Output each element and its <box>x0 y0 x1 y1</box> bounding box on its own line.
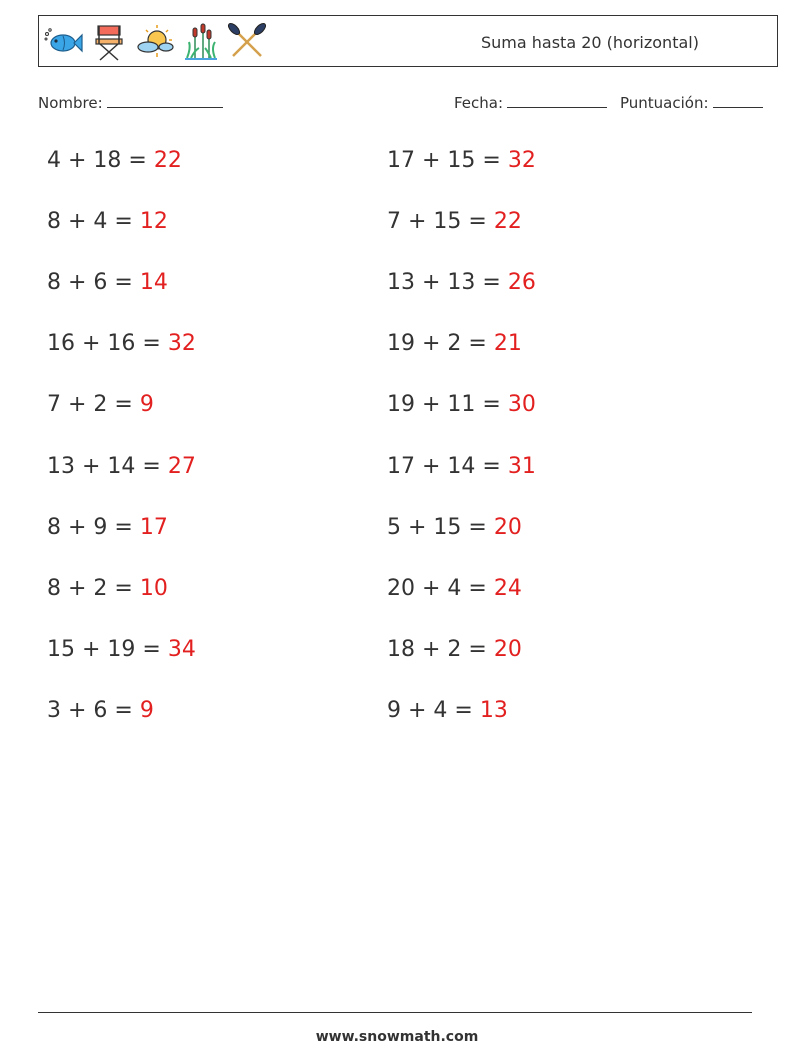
icon-strip <box>43 22 267 62</box>
problem-item <box>47 270 168 295</box>
problem-item <box>387 454 536 479</box>
problem-answer: 21 <box>493 331 522 356</box>
problem-question: 8 + 9 = <box>47 515 140 540</box>
problem-answer: 22 <box>153 148 182 173</box>
problem-item <box>47 454 196 479</box>
problem-question: 17 + 14 = <box>387 454 508 479</box>
problem-answer: 20 <box>493 637 522 662</box>
problem-answer: 27 <box>167 454 196 479</box>
problem-item <box>47 331 196 356</box>
problem-answer: 26 <box>507 270 536 295</box>
problem-answer: 24 <box>493 576 522 601</box>
problem-item <box>387 148 536 173</box>
cattail-reeds-icon <box>181 22 221 62</box>
problem-item <box>387 331 522 356</box>
problem-answer: 32 <box>507 148 536 173</box>
problem-question: 7 + 15 = <box>387 209 494 234</box>
header-box <box>38 15 778 67</box>
director-chair-icon <box>89 22 129 62</box>
problem-item <box>47 515 168 540</box>
problem-question: 8 + 4 = <box>47 209 140 234</box>
problem-item <box>387 515 522 540</box>
problem-question: 5 + 15 = <box>387 515 494 540</box>
problem-question: 16 + 16 = <box>47 331 168 356</box>
name-blank-line <box>107 93 223 108</box>
score-field <box>620 93 763 112</box>
problem-item <box>387 576 522 601</box>
problem-item <box>47 392 154 417</box>
date-field <box>454 93 607 112</box>
problem-question: 19 + 11 = <box>387 392 508 417</box>
problem-answer: 10 <box>139 576 168 601</box>
name-label: Nombre: <box>38 94 103 112</box>
worksheet-title: Suma hasta 20 (horizontal) <box>481 33 699 52</box>
score-label: Puntuación: <box>620 94 709 112</box>
problem-item <box>387 209 522 234</box>
problem-question: 3 + 6 = <box>47 698 140 723</box>
name-field <box>38 93 223 112</box>
problem-answer: 13 <box>479 698 508 723</box>
problem-answer: 22 <box>493 209 522 234</box>
problem-question: 13 + 13 = <box>387 270 508 295</box>
problem-question: 8 + 6 = <box>47 270 140 295</box>
problem-answer: 17 <box>139 515 168 540</box>
problem-item <box>47 698 154 723</box>
problem-item <box>387 637 522 662</box>
problem-item <box>47 576 168 601</box>
problem-question: 19 + 2 = <box>387 331 494 356</box>
problem-question: 4 + 18 = <box>47 148 154 173</box>
problem-answer: 31 <box>507 454 536 479</box>
problem-item <box>47 637 196 662</box>
problem-answer: 34 <box>167 637 196 662</box>
problem-answer: 30 <box>507 392 536 417</box>
problem-question: 7 + 2 = <box>47 392 140 417</box>
score-blank-line <box>713 93 763 108</box>
problem-question: 8 + 2 = <box>47 576 140 601</box>
footer-divider <box>38 1012 752 1013</box>
problem-question: 20 + 4 = <box>387 576 494 601</box>
date-blank-line <box>507 93 607 108</box>
problem-answer: 14 <box>139 270 168 295</box>
problem-question: 17 + 15 = <box>387 148 508 173</box>
sun-cloud-icon <box>135 22 175 62</box>
date-label: Fecha: <box>454 94 504 112</box>
problem-question: 9 + 4 = <box>387 698 480 723</box>
problem-answer: 20 <box>493 515 522 540</box>
problem-question: 18 + 2 = <box>387 637 494 662</box>
problem-answer: 9 <box>139 392 154 417</box>
problem-item <box>387 270 536 295</box>
problem-item <box>47 209 168 234</box>
problem-item <box>47 148 182 173</box>
problem-item <box>387 698 508 723</box>
problem-answer: 9 <box>139 698 154 723</box>
footer-url: www.snowmath.com <box>315 1029 479 1045</box>
problem-answer: 12 <box>139 209 168 234</box>
problem-answer: 32 <box>167 331 196 356</box>
crossed-paddles-icon <box>227 22 267 62</box>
problem-question: 13 + 14 = <box>47 454 168 479</box>
problem-question: 15 + 19 = <box>47 637 168 662</box>
problem-item <box>387 392 536 417</box>
fish-icon <box>43 22 83 62</box>
